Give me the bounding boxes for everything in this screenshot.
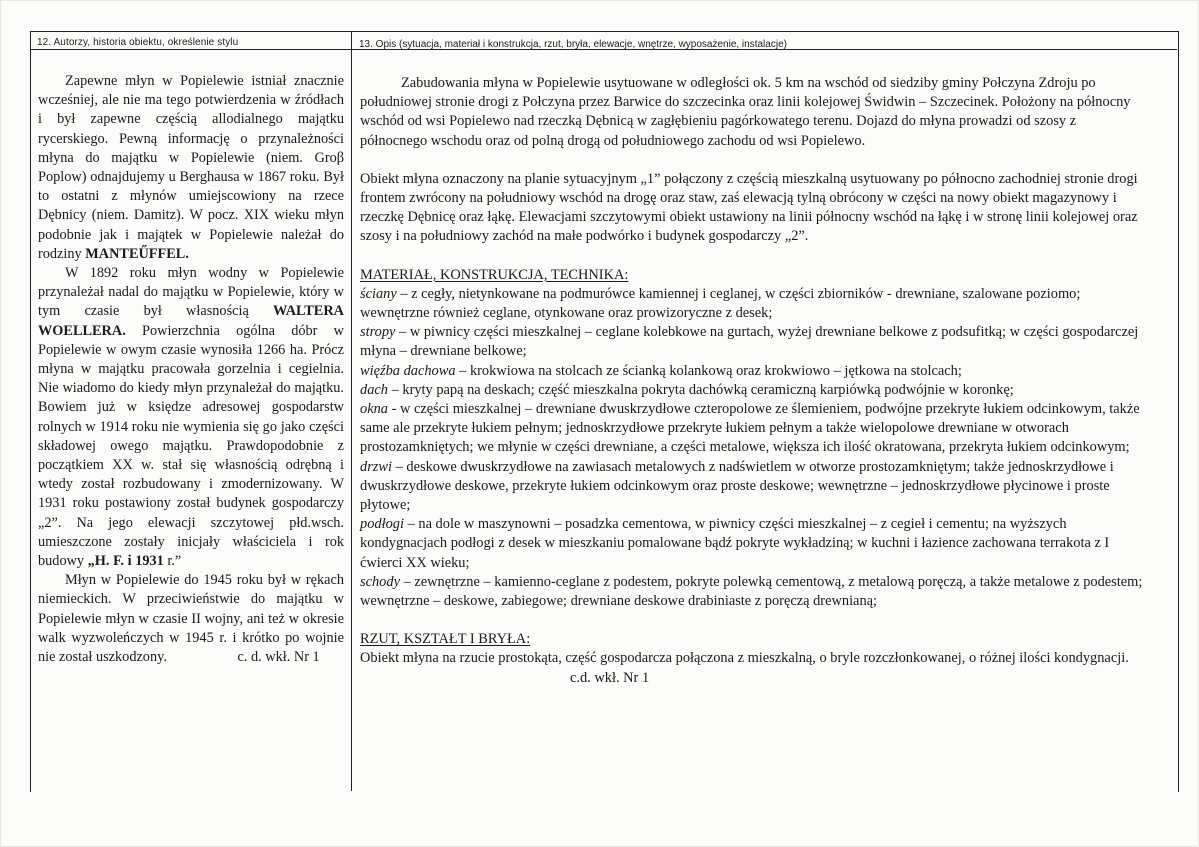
continuation-note-left: c. d. wkł. Nr 1 bbox=[237, 649, 320, 666]
term-label: ściany bbox=[360, 285, 397, 302]
material-item-stairs bbox=[360, 573, 1146, 611]
history-paragraph-2 bbox=[38, 264, 344, 571]
material-item-doors bbox=[360, 458, 1146, 516]
term-label: stropy bbox=[360, 324, 396, 341]
term-label: drzwi bbox=[360, 458, 392, 475]
history-p1-text: Zapewne młyn w Popielewie istniał znacznie wcześniej, ale nie ma tego potwierdzenia w źródłach i był zapewne częścią allodialnego majątku rycerskiego. Pewną informację o przynależności młyna do majątku w Popielewie (niem. Groβ Poplow) odnajdujemy u Berghausa w 1867 roku. Był to ostatni z młynów umiejscowiony na rzece Dębnicy (niem. Damitz). W pocz. XIX wieku młyn podobnie jak i majątek w Popielewie należał do rodziny bbox=[38, 73, 344, 262]
term-text: - w części mieszkalnej – drewniane dwuskrzydłowe czteropolowe ze ślemieniem, podwójne przekryte łukiem odcinkowym, także same ale przekryte łukiem pełnym; jednoskrzydłowe przekryte łukiem pełnym a także wielopolowe drewniane w otworach prostozamkniętych; we młynie w części drewniane, a części metalowe, większa ich ilość okratowana, przekryta łukiem odcinkowym; bbox=[360, 401, 1140, 456]
term-text: – w piwnicy części mieszkalnej – ceglane kolebkowe na gurtach, wyżej drewniane belkowe z podsufitką; w części gospodarczej młyna – drewniane belkowe; bbox=[360, 324, 1139, 360]
section-13-header: 13. Opis (sytuacja, materiał i konstrukcja, rzut, bryła, elewacje, wnętrze, wyposażenie, instalacje) bbox=[359, 39, 787, 50]
term-text: – krokwiowa na stolcach ze ścianką kolankową oraz krokwiowo – jętkowa na stolcach; bbox=[455, 362, 962, 379]
term-text: – deskowe dwuskrzydłowe na zawiasach metalowych z nadświetlem w otworze prostozamkniętym; także jednoskrzydłowe i dwuskrzydłowe deskowe, przekryte łukiem odcinkowym oraz proste deskowe; wewnętrzne – jednoskrzydłowe płycinowe i proste płytowe; bbox=[360, 458, 1114, 514]
plan-section-title: RZUT, KSZTAŁT I BRYŁA: bbox=[360, 631, 531, 648]
material-item-roof-truss bbox=[360, 362, 1146, 381]
continuation-note-right: c.d. wkł. Nr 1 bbox=[570, 669, 650, 686]
situation-paragraph: Obiekt młyna oznaczony na planie sytuacyjnym „1” połączony z częścią mieszkalną usytuowany po północno zachodniej stronie drogi frontem zwrócony na południowy wschód na drogę oraz staw, zaś elewacją tylną obrócony w części na nowy obiekt magazynowy i rzeczkę Dębnicę oraz łąkę. Elewacjami szczytowymi obiekt ustawiony na linii północny wschód na łąkę i w stronę linii kolejowej oraz szosy i na południowy zachód na małe podwórko i budynek gospodarczy „2”. bbox=[360, 170, 1138, 245]
section-12-header: 12. Autorzy, historia obiektu, określenie stylu bbox=[37, 37, 239, 48]
initials-inscription: „H. F. i 1931 bbox=[87, 553, 164, 570]
history-column bbox=[38, 72, 344, 667]
history-paragraph-3 bbox=[38, 571, 344, 667]
material-section-title: MATERIAŁ, KONSTRUKCJA, TECHNIKA: bbox=[360, 266, 629, 283]
owner-name-manteuffel: MANTEŰFFEL. bbox=[85, 245, 189, 262]
term-label: podłogi bbox=[360, 516, 404, 533]
term-text: – na dole w maszynowni – posadzka cementowa, w piwnicy części mieszkalnej – z cegieł i cementu; na wyższych kondygnacjach podłogi z desek w mieszkaniu pomalowane bądź pokryte wykładziną; w kuchni i łazience zachowana terrakota z I ćwierci XX wieku; bbox=[360, 516, 1110, 571]
material-item-windows bbox=[360, 400, 1146, 458]
description-column bbox=[360, 74, 1146, 688]
location-paragraph: Zabudowania młyna w Popielewie usytuowane w odległości ok. 5 km na wschód od siedziby gminy Połczyna Zdroju po południowej stronie drogi z Połczyna przez Barwice do szczecinka oraz linii kolejowej Świdwin – Szczecinek. Położony na północny wschód od wsi Popielewo nad rzeczką Dębnicą w zagłębieniu pagórkowatego terenu. Dojazd do młyna prowadzi od szosy z północnego wschodu oraz od polną drogą od południowego zachodu od wsi Popielewo. bbox=[360, 75, 1131, 149]
owner-name-woeller: WALTERA WOELLERA. bbox=[38, 303, 344, 339]
material-item-walls bbox=[360, 285, 1146, 323]
history-p2-rest: Powierzchnia ogólna dóbr w Popielewie w owym czasie wynosiła 1266 ha. Prócz młyna w majątku pracowała gorzelnia i cegielnia. Nie wiadomo do kiedy młyn przynależał do majątku. Bowiem już w księdze adresowej gospodarstw rolnych w 1914 roku nie wymienia się go jako części składowej owego majątku. Prawdopodobnie z początkiem XX w. stał się własnością odrębną i wtedy został rozbudowany i zmodernizowany. W 1931 roku postawiony został budynek gospodarczy „2”. Na jego elewacji szczytowej płd.wsch. umieszczone zostały inicjały właściciela i rok budowy bbox=[38, 322, 344, 570]
term-label: schody bbox=[360, 573, 400, 590]
history-paragraph-1 bbox=[38, 72, 344, 264]
history-p2-end: r.” bbox=[167, 553, 182, 570]
term-text: – z cegły, nietynkowane na podmurówce kamiennej i ceglanej, w części zbiorników - drewniane, szalowane poziomo; wewnętrzne również ceglane, otynkowane oraz prowizoryczne z desek; bbox=[360, 285, 1081, 322]
plan-paragraph bbox=[360, 649, 1146, 687]
material-item-roof bbox=[360, 381, 1146, 400]
plan-text: Obiekt młyna na rzucie prostokąta, część gospodarcza połączona z mieszkalną, o bryle rozczłonkowanej, o różnej ilości kondygnacji. bbox=[360, 650, 1129, 667]
history-p2-text: W 1892 roku młyn wodny w Popielewie przynależał nadal do majątku w Popielewie, który w tym czasie był własnością bbox=[38, 265, 344, 320]
history-p3-text: Młyn w Popielewie do 1945 roku był w rękach niemieckich. W przeciwieństwie do majątku w Popielewie młyn w czasie II wojny, ani też w okresie walk wyzwoleńczych w 1945 r. i krótko po wojnie nie został uszkodzony. bbox=[38, 572, 344, 666]
term-text: – zewnętrzne – kamienno-ceglane z podestem, pokryte polewką cementową, z metalową poręczą, a także metalowe z podestem; wewnętrzne – deskowe, zabiegowe; drewniane deskowe drabiniaste z poręczą drewnianą; bbox=[360, 573, 1143, 610]
material-item-floors bbox=[360, 515, 1146, 573]
material-list bbox=[360, 285, 1146, 611]
term-label: dach bbox=[360, 381, 388, 398]
term-label: okna bbox=[360, 401, 388, 418]
term-text: – kryty papą na deskach; część mieszkalna pokryta dachówką ceramiczną karpiówką podwójnie w koronkę; bbox=[387, 381, 1014, 398]
term-label: więźba dachowa bbox=[360, 362, 456, 379]
column-divider bbox=[351, 31, 352, 791]
material-item-ceilings bbox=[360, 323, 1146, 361]
